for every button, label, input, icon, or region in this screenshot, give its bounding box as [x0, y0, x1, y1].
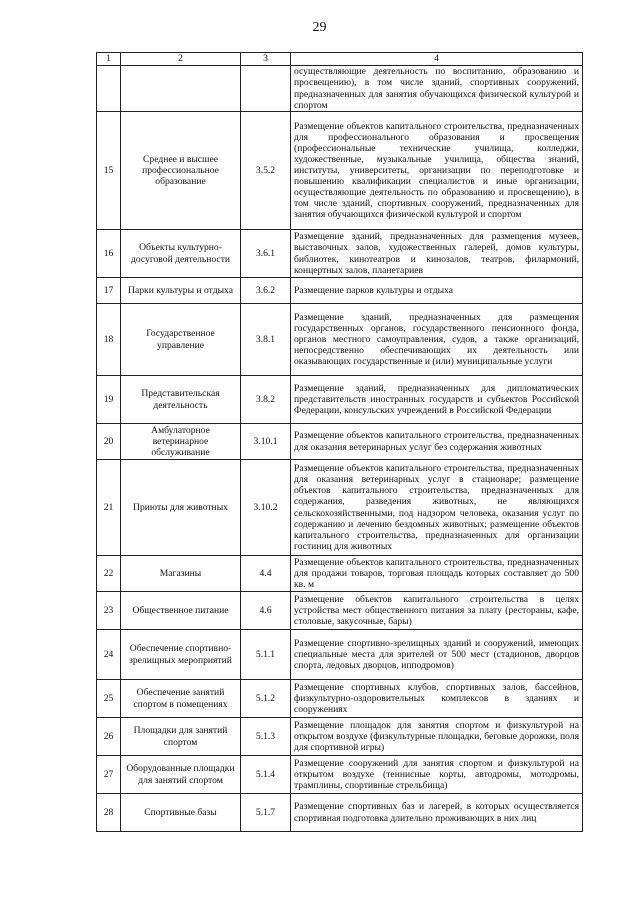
row-code: 3.5.2 — [241, 112, 291, 230]
row-description: Размещение зданий, предназначенных для размещения музеев, выставочных залов, художественных галерей, домов культуры, библиотек, кинотеатров и кинозалов, театров, филармоний, концертных залов, планетариев — [291, 230, 583, 278]
row-description: Размещение площадок для занятия спортом и физкультурой на открытом воздухе (физкультурные площадки, беговые дорожки, поля для спортивной игры) — [291, 718, 583, 756]
row-description: Размещение спортивно-зрелищных зданий и сооружений, имеющих специальные места для зрителей от 500 мест (стадионов, дворцов спорта, ледовых дворцов, ипподромов) — [291, 630, 583, 680]
row-code: 3.8.1 — [241, 304, 291, 376]
row-description: Размещение объектов капитального строительства, предназначенных для продажи товаров, торговая площадь которых составляет до 500 кв. м — [291, 556, 583, 592]
table-row — [97, 304, 583, 376]
row-number: 17 — [97, 278, 121, 304]
table-row — [97, 376, 583, 424]
row-number: 25 — [97, 680, 121, 718]
row-name: Объекты культурно-досуговой деятельности — [121, 230, 241, 278]
table-row — [97, 756, 583, 794]
row-name: Среднее и высшее профессиональное образование — [121, 112, 241, 230]
row-name: Государственное управление — [121, 304, 241, 376]
header-col-1: 1 — [97, 53, 121, 66]
row-description: Размещение парков культуры и отдыха — [291, 278, 583, 304]
row-description: осуществляющие деятельность по воспитанию, образованию и просвещению), в том числе зданий, спортивных сооружений, предназначенных для занятия обучающихся физической культурой и спортом — [291, 66, 583, 112]
row-number: 21 — [97, 460, 121, 556]
row-name: Приюты для животных — [121, 460, 241, 556]
table-row — [97, 424, 583, 460]
table-header-row — [97, 53, 583, 66]
row-number: 15 — [97, 112, 121, 230]
row-description: Размещение зданий, предназначенных для размещения государственных органов, государственного пенсионного фонда, органов местного самоуправления, судов, а также организаций, непосредственно обеспечивающих их деятельность или оказывающих государственные и (или) муниципальные услуги — [291, 304, 583, 376]
row-description: Размещение сооружений для занятия спортом и физкультурой на открытом воздухе (теннисные корты, автодромы, мотодромы, трамплины, спортивные стрельбища) — [291, 756, 583, 794]
row-code: 5.1.1 — [241, 630, 291, 680]
row-code: 3.6.2 — [241, 278, 291, 304]
table-row — [97, 718, 583, 756]
row-code: 4.4 — [241, 556, 291, 592]
row-number: 28 — [97, 794, 121, 832]
row-number: 16 — [97, 230, 121, 278]
table-row — [97, 680, 583, 718]
header-col-3: 3 — [241, 53, 291, 66]
table-row — [97, 630, 583, 680]
row-number: 23 — [97, 592, 121, 630]
row-name: Обеспечение спортивно-зрелищных мероприятий — [121, 630, 241, 680]
header-col-4: 4 — [291, 53, 583, 66]
row-code: 5.1.4 — [241, 756, 291, 794]
row-code: 3.8.2 — [241, 376, 291, 424]
row-name — [121, 66, 241, 112]
row-code: 3.10.1 — [241, 424, 291, 460]
row-name: Спортивные базы — [121, 794, 241, 832]
table-row — [97, 112, 583, 230]
row-number: 26 — [97, 718, 121, 756]
table-row — [97, 556, 583, 592]
row-name: Площадки для занятий спортом — [121, 718, 241, 756]
row-name: Представительская деятельность — [121, 376, 241, 424]
row-code: 5.1.7 — [241, 794, 291, 832]
row-number: 20 — [97, 424, 121, 460]
row-name: Обеспечение занятий спортом в помещениях — [121, 680, 241, 718]
row-number: 19 — [97, 376, 121, 424]
row-name: Общественное питание — [121, 592, 241, 630]
row-description: Размещение объектов капитального строительства, предназначенных для профессионального образования и просвещения (профессиональные технические училища, колледжи, художественные, музыкальные училища, общества знаний, институты, университеты, организации по переподготовке и повышению квалификации специалистов и иные организации, осуществляющие деятельность по образованию и просвещению), в том числе зданий, спортивных сооружений, предназначенных для занятия обучающихся физической культурой и спортом — [291, 112, 583, 230]
row-number — [97, 66, 121, 112]
row-code: 5.1.3 — [241, 718, 291, 756]
table-row — [97, 592, 583, 630]
table-row — [97, 460, 583, 556]
row-name: Парки культуры и отдыха — [121, 278, 241, 304]
table-row — [97, 278, 583, 304]
row-number: 24 — [97, 630, 121, 680]
row-code: 5.1.2 — [241, 680, 291, 718]
row-code: 3.6.1 — [241, 230, 291, 278]
row-description: Размещение объектов капитального строительства, предназначенных для оказания ветеринарных услуг в стационаре; размещение объектов капитального строительства, предназначенных для содержания, разведения животных, не являющихся сельскохозяйственными, под надзором человека, оказания услуг по содержанию и лечению бездомных животных; размещение объектов капитального строительства, предназначенных для организации гостиниц для животных — [291, 460, 583, 556]
row-description: Размещение зданий, предназначенных для дипломатических представительств иностранных государств и субъектов Российской Федерации, консульских учреждений в Российской Федерации — [291, 376, 583, 424]
row-description: Размещение спортивных клубов, спортивных залов, бассейнов, физкультурно-оздоровительных комплексов в зданиях и сооружениях — [291, 680, 583, 718]
page-number: 29 — [312, 20, 327, 35]
row-code — [241, 66, 291, 112]
header-col-2: 2 — [121, 53, 241, 66]
land-use-table — [96, 52, 583, 832]
table-row — [97, 66, 583, 112]
table-row — [97, 794, 583, 832]
row-description: Размещение объектов капитального строительства, предназначенных для оказания ветеринарных услуг без содержания животных — [291, 424, 583, 460]
row-code: 3.10.2 — [241, 460, 291, 556]
row-name: Оборудованные площадки для занятий спортом — [121, 756, 241, 794]
row-description: Размещение спортивных баз и лагерей, в которых осуществляется спортивная подготовка длительно проживающих в них лиц — [291, 794, 583, 832]
row-name: Амбулаторное ветеринарное обслуживание — [121, 424, 241, 460]
table-row — [97, 230, 583, 278]
row-code: 4.6 — [241, 592, 291, 630]
row-name: Магазины — [121, 556, 241, 592]
row-number: 18 — [97, 304, 121, 376]
row-number: 27 — [97, 756, 121, 794]
row-number: 22 — [97, 556, 121, 592]
row-description: Размещение объектов капитального строительства в целях устройства мест общественного питания за плату (рестораны, кафе, столовые, закусочные, бары) — [291, 592, 583, 630]
